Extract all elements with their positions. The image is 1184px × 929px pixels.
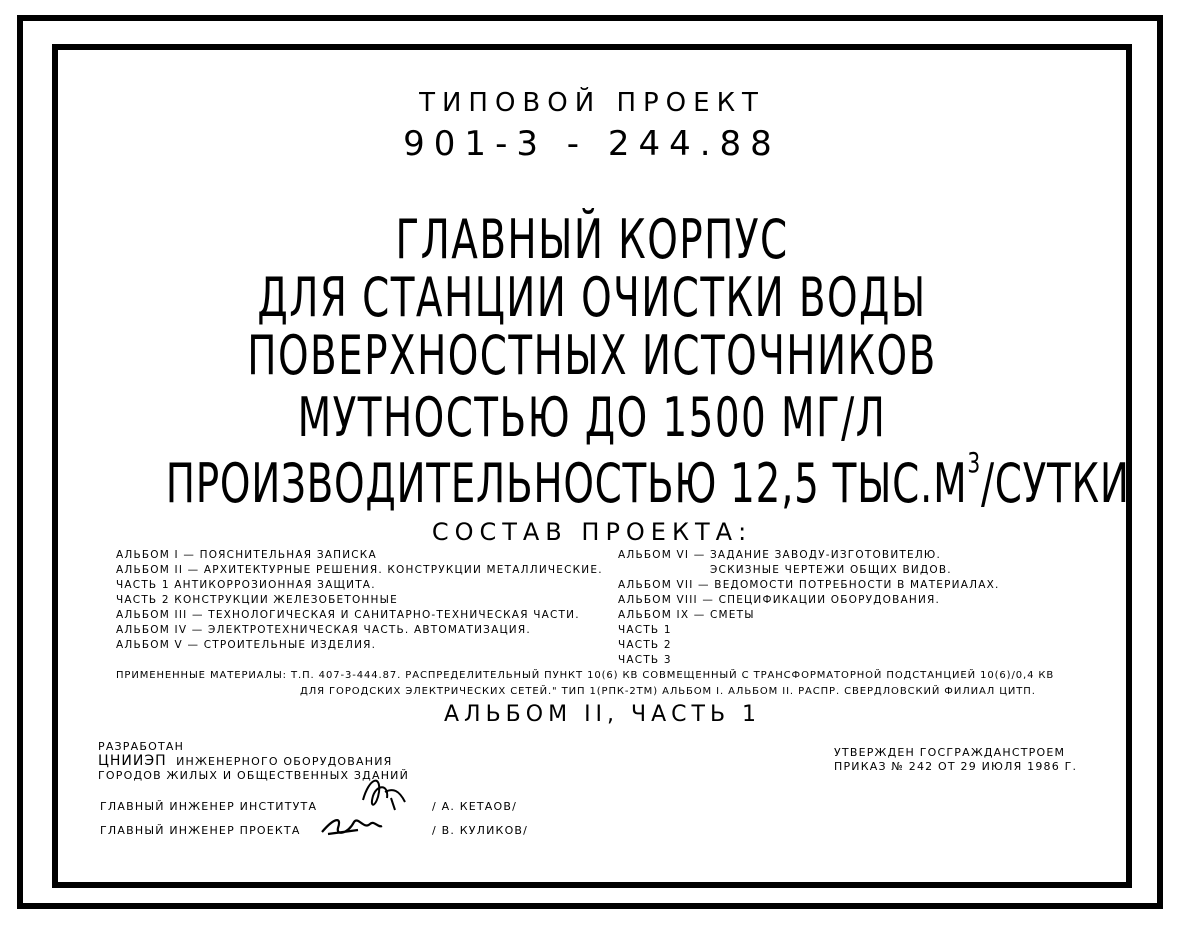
signature-name-2: / В. КУЛИКОВ/: [432, 824, 529, 837]
materials-line-2: ДЛЯ ГОРОДСКИХ ЭЛЕКТРИЧЕСКИХ СЕТЕЙ." ТИП 1(РПК-2ТМ) АЛЬБОМ I. АЛЬБОМ II. РАСПР. СВЕРДЛОВСКИЙ ФИЛИАЛ ЦИТП.: [300, 686, 1036, 697]
composition-left-list: [116, 548, 603, 653]
composition-right-list: [618, 548, 1000, 668]
list-item: АЛЬБОМ II — АРХИТЕКТУРНЫЕ РЕШЕНИЯ. КОНСТРУКЦИИ МЕТАЛЛИЧЕСКИЕ.: [116, 564, 603, 576]
list-item: ЧАСТЬ 1: [618, 624, 672, 636]
signature-2-handwritten: [318, 808, 388, 842]
title-line-5: [165, 446, 1130, 515]
approval-line-1: УТВЕРЖДЕН ГОСГРАЖДАНСТРОЕМ: [834, 746, 1066, 759]
signature-role-1: ГЛАВНЫЙ ИНЖЕНЕР ИНСТИТУТА: [100, 800, 318, 813]
list-item: ЧАСТЬ 3: [618, 654, 672, 666]
list-item: АЛЬБОМ III — ТЕХНОЛОГИЧЕСКАЯ И САНИТАРНО-ТЕХНИЧЕСКАЯ ЧАСТИ.: [116, 609, 580, 621]
signature-name-1: / А. КЕТАОВ/: [432, 800, 518, 813]
list-item: ЧАСТЬ 1 АНТИКОРРОЗИОННАЯ ЗАЩИТА.: [116, 579, 376, 591]
title-line-5-main: ПРОИЗВОДИТЕЛЬНОСТЬЮ 12,5 ТЫС.М: [165, 452, 968, 515]
list-item: АЛЬБОМ IX — СМЕТЫ: [618, 609, 755, 621]
list-item: АЛЬБОМ VI — ЗАДАНИЕ ЗАВОДУ-ИЗГОТОВИТЕЛЮ.: [618, 549, 942, 561]
list-item: АЛЬБОМ IV — ЭЛЕКТРОТЕХНИЧЕСКАЯ ЧАСТЬ. АВТОМАТИЗАЦИЯ.: [116, 624, 531, 636]
project-number: 901-3 - 244.88: [403, 124, 781, 164]
title-line-4: МУТНОСТЬЮ ДО 1500 МГ/Л: [297, 386, 887, 449]
developer-org-rest: ИНЖЕНЕРНОГО ОБОРУДОВАНИЯ: [176, 755, 393, 768]
materials-line-1: ПРИМЕНЕННЫЕ МАТЕРИАЛЫ: Т.П. 407-3-444.87. РАСПРЕДЕЛИТЕЛЬНЫЙ ПУНКТ 10(6) КВ СОВМЕЩЕННЫЙ С ТРАНСФОРМАТОРНОЙ ПОДСТАНЦИЕЙ 10(6)/0,4 КВ: [116, 670, 1055, 681]
list-item: АЛЬБОМ I — ПОЯСНИТЕЛЬНАЯ ЗАПИСКА: [116, 549, 377, 561]
title-line-1: ГЛАВНЫЙ КОРПУС: [395, 208, 789, 271]
developer-org: ЦНИИЭП: [98, 753, 167, 769]
developer-label: РАЗРАБОТАН: [98, 740, 185, 753]
developer-org-line2: ГОРОДОВ ЖИЛЫХ И ОБЩЕСТВЕННЫХ ЗДАНИЙ: [98, 769, 410, 782]
list-item: АЛЬБОМ VIII — СПЕЦИФИКАЦИИ ОБОРУДОВАНИЯ.: [618, 594, 941, 606]
superscript-three: 3: [967, 446, 981, 479]
list-item: ЭСКИЗНЫЕ ЧЕРТЕЖИ ОБЩИХ ВИДОВ.: [710, 564, 952, 576]
album-label: АЛЬБОМ II, ЧАСТЬ 1: [444, 702, 762, 727]
signature-role-2: ГЛАВНЫЙ ИНЖЕНЕР ПРОЕКТА: [100, 824, 301, 837]
list-item: ЧАСТЬ 2 КОНСТРУКЦИИ ЖЕЛЕЗОБЕТОННЫЕ: [116, 594, 398, 606]
list-item: АЛЬБОМ V — СТРОИТЕЛЬНЫЕ ИЗДЕЛИЯ.: [116, 639, 377, 651]
list-item: АЛЬБОМ VII — ВЕДОМОСТИ ПОТРЕБНОСТИ В МАТЕРИАЛАХ.: [618, 579, 1000, 591]
title-line-2: ДЛЯ СТАНЦИИ ОЧИСТКИ ВОДЫ: [257, 266, 927, 329]
approval-line-2: ПРИКАЗ № 242 ОТ 29 ИЮЛЯ 1986 Г.: [834, 760, 1078, 773]
title-line-3: ПОВЕРХНОСТНЫХ ИСТОЧНИКОВ: [247, 324, 937, 387]
type-label: ТИПОВОЙ ПРОЕКТ: [419, 88, 765, 118]
composition-heading: СОСТАВ ПРОЕКТА:: [431, 518, 753, 546]
list-item: ЧАСТЬ 2: [618, 639, 672, 651]
approval-block: [834, 746, 1077, 774]
title-line-5-unit: /СУТКИ: [980, 452, 1130, 515]
